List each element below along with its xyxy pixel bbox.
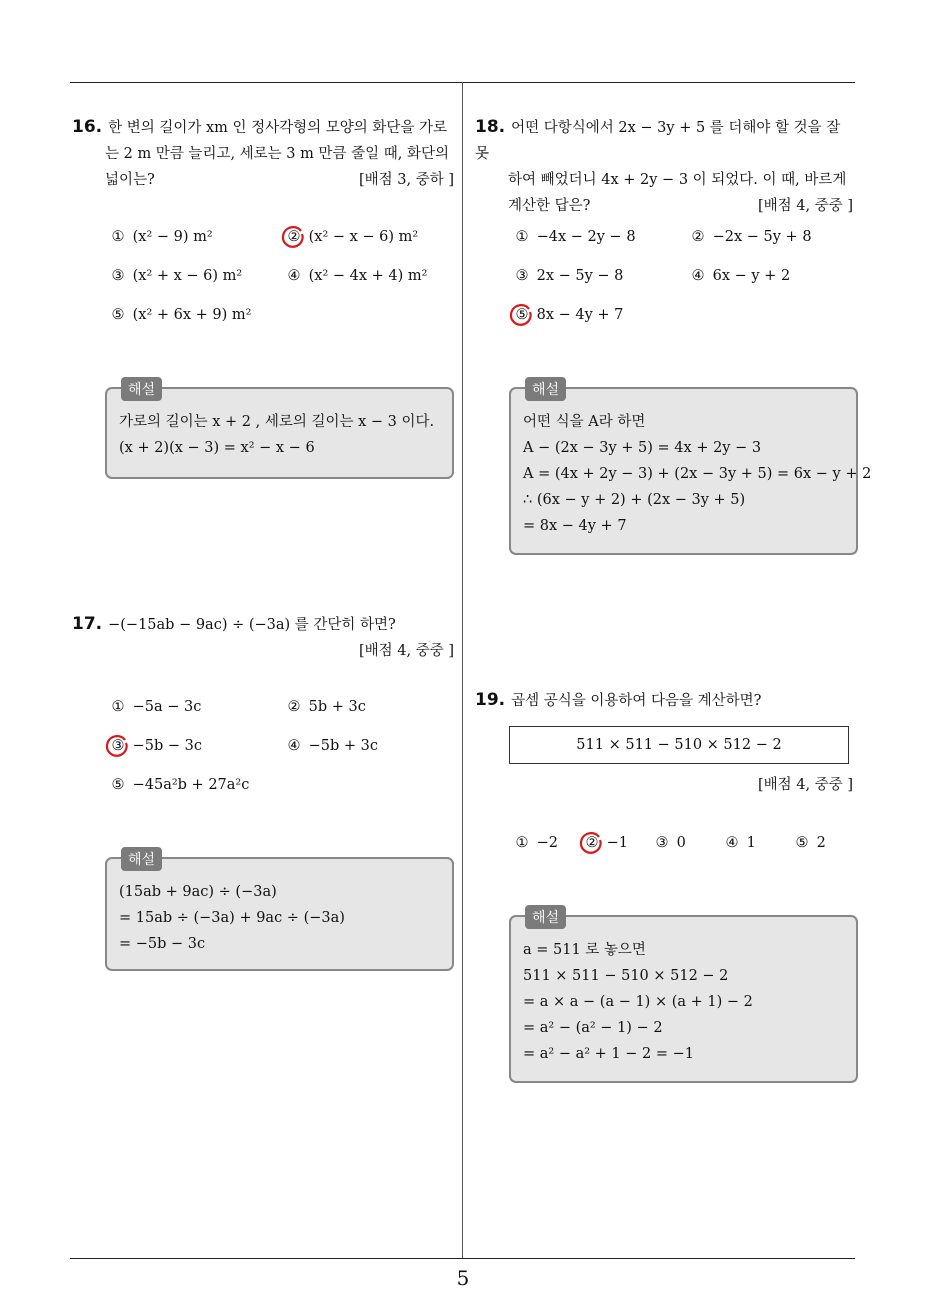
option-text: 2: [816, 835, 826, 851]
option-number: ③: [515, 268, 529, 284]
option-text: −2x − 5y + 8: [712, 229, 812, 245]
question-18: [475, 114, 853, 219]
option-number: ③: [655, 835, 669, 851]
option-text: 0: [676, 835, 686, 851]
solution-line: a = 511 로 놓으면: [523, 942, 646, 958]
option-text: −2: [536, 835, 558, 851]
option-number: ②: [585, 835, 599, 851]
solution-line: = a² − a² + 1 − 2 = −1: [523, 1046, 694, 1062]
solution-line: = −5b − 3c: [119, 936, 206, 952]
option-2[interactable]: [582, 835, 628, 851]
option-number: ⑤: [795, 835, 809, 851]
option-text: −4x − 2y − 8: [536, 229, 636, 245]
option-1[interactable]: [512, 229, 636, 245]
score-label: [배점 4, 중중 ]: [358, 643, 454, 659]
option-number: ②: [287, 229, 301, 245]
question-stem-line: 계산한 답은?: [508, 198, 591, 214]
answer-mark-icon: [281, 225, 305, 249]
option-text: (x² − 9) m²: [132, 229, 213, 245]
option-2[interactable]: [284, 699, 366, 715]
option-number: ②: [691, 229, 705, 245]
solution-tag: 해설: [121, 847, 162, 871]
option-number: ②: [287, 699, 301, 715]
option-4[interactable]: [722, 835, 756, 851]
option-number: ⑤: [111, 307, 125, 323]
option-text: 1: [746, 835, 756, 851]
option-1[interactable]: [512, 835, 558, 851]
question-number: 16.: [72, 117, 103, 137]
question-number: 18.: [475, 117, 506, 137]
question-stem-line: 는 2 m 만큼 늘리고, 세로는 3 m 만큼 줄일 때, 화단의: [105, 146, 449, 162]
answer-mark-icon: [105, 734, 129, 758]
solution-line: = a × a − (a − 1) × (a + 1) − 2: [523, 994, 753, 1010]
solution-line: 511 × 511 − 510 × 512 − 2: [523, 968, 729, 984]
solution-line: = a² − (a² − 1) − 2: [523, 1020, 663, 1036]
option-number: ④: [287, 738, 301, 754]
option-2[interactable]: [688, 229, 812, 245]
solution-tag: 해설: [525, 905, 566, 929]
option-3[interactable]: [512, 268, 623, 284]
score-label: [배점 4, 중중 ]: [757, 777, 853, 793]
option-4[interactable]: [284, 268, 427, 284]
question-stem-line: 하여 빼었더니 4x + 2y − 3 이 되었다. 이 때, 바르게: [508, 172, 847, 188]
question-stem-line: 어떤 다항식에서 2x − 3y + 5 를 더해야 할 것을 잘못: [475, 120, 841, 162]
formula-box: 511 × 511 − 510 × 512 − 2: [509, 726, 849, 764]
option-number: ①: [111, 229, 125, 245]
solution-line: ∴ (6x − y + 2) + (2x − 3y + 5): [523, 492, 746, 508]
question-16: [72, 114, 454, 193]
question-19: [475, 687, 853, 714]
option-5[interactable]: [108, 777, 249, 793]
column-divider: [462, 82, 463, 1258]
option-text: −5a − 3c: [132, 699, 202, 715]
option-number: ①: [515, 229, 529, 245]
option-text: (x² − x − 6) m²: [308, 229, 419, 245]
option-number: ③: [111, 738, 125, 754]
option-number: ④: [691, 268, 705, 284]
option-1[interactable]: [108, 699, 201, 715]
option-text: 2x − 5y − 8: [536, 268, 624, 284]
solution-box: [509, 910, 858, 1083]
solution-tag: 해설: [121, 377, 162, 401]
page-number: 5: [456, 1266, 470, 1290]
answer-mark-icon: [509, 303, 533, 327]
option-text: −1: [606, 835, 628, 851]
option-text: −45a²b + 27a²c: [132, 777, 250, 793]
option-5[interactable]: [108, 307, 251, 323]
solution-tag: 해설: [525, 377, 566, 401]
option-4[interactable]: [688, 268, 790, 284]
option-number: ①: [515, 835, 529, 851]
solution-line: 가로의 길이는 x + 2 , 세로의 길이는 x − 3 이다.: [119, 414, 435, 430]
option-2[interactable]: [284, 229, 418, 245]
option-number: ⑤: [111, 777, 125, 793]
solution-line: A = (4x + 2y − 3) + (2x − 3y + 5) = 6x − y + 2: [523, 466, 872, 482]
option-3[interactable]: [652, 835, 686, 851]
footer-rule: [70, 1258, 855, 1259]
option-number: ③: [111, 268, 125, 284]
option-text: (x² − 4x + 4) m²: [308, 268, 428, 284]
option-1[interactable]: [108, 229, 213, 245]
solution-box: [509, 382, 872, 555]
question-stem-line: 한 변의 길이가 xm 인 정사각형의 모양의 화단을 가로: [108, 120, 448, 136]
solution-line: = 15ab ÷ (−3a) + 9ac ÷ (−3a): [119, 910, 345, 926]
option-text: (x² + x − 6) m²: [132, 268, 243, 284]
option-text: 5b + 3c: [308, 699, 366, 715]
answer-mark-icon: [579, 831, 603, 855]
option-5[interactable]: [512, 307, 623, 323]
question-number: 17.: [72, 614, 103, 634]
option-number: ④: [287, 268, 301, 284]
solution-line: 어떤 식을 A라 하면: [523, 414, 646, 430]
solution-box: [105, 382, 454, 479]
option-text: −5b − 3c: [132, 738, 202, 754]
score-label: [배점 4, 중중 ]: [757, 198, 853, 214]
score-label: [배점 3, 중하 ]: [358, 172, 454, 188]
question-17: [72, 611, 454, 664]
solution-line: (15ab + 9ac) ÷ (−3a): [119, 884, 277, 900]
question-number: 19.: [475, 690, 506, 710]
question-stem-line: 곱셈 공식을 이용하여 다음을 계산하면?: [511, 693, 762, 709]
option-number: ④: [725, 835, 739, 851]
solution-line: (x + 2)(x − 3) = x² − x − 6: [119, 440, 315, 456]
option-3[interactable]: [108, 268, 242, 284]
option-5[interactable]: [792, 835, 826, 851]
solution-line: A − (2x − 3y + 5) = 4x + 2y − 3: [523, 440, 762, 456]
option-text: −5b + 3c: [308, 738, 378, 754]
option-3[interactable]: [108, 738, 202, 754]
question-stem-line: 넓이는?: [105, 172, 155, 188]
option-4[interactable]: [284, 738, 378, 754]
option-number: ①: [111, 699, 125, 715]
option-text: 6x − y + 2: [712, 268, 791, 284]
option-text: (x² + 6x + 9) m²: [132, 307, 252, 323]
option-number: ⑤: [515, 307, 529, 323]
option-text: 8x − 4y + 7: [536, 307, 624, 323]
solution-line: = 8x − 4y + 7: [523, 518, 627, 534]
question-stem-line: −(−15ab − 9ac) ÷ (−3a) 를 간단히 하면?: [108, 617, 396, 633]
solution-box: [105, 852, 454, 971]
